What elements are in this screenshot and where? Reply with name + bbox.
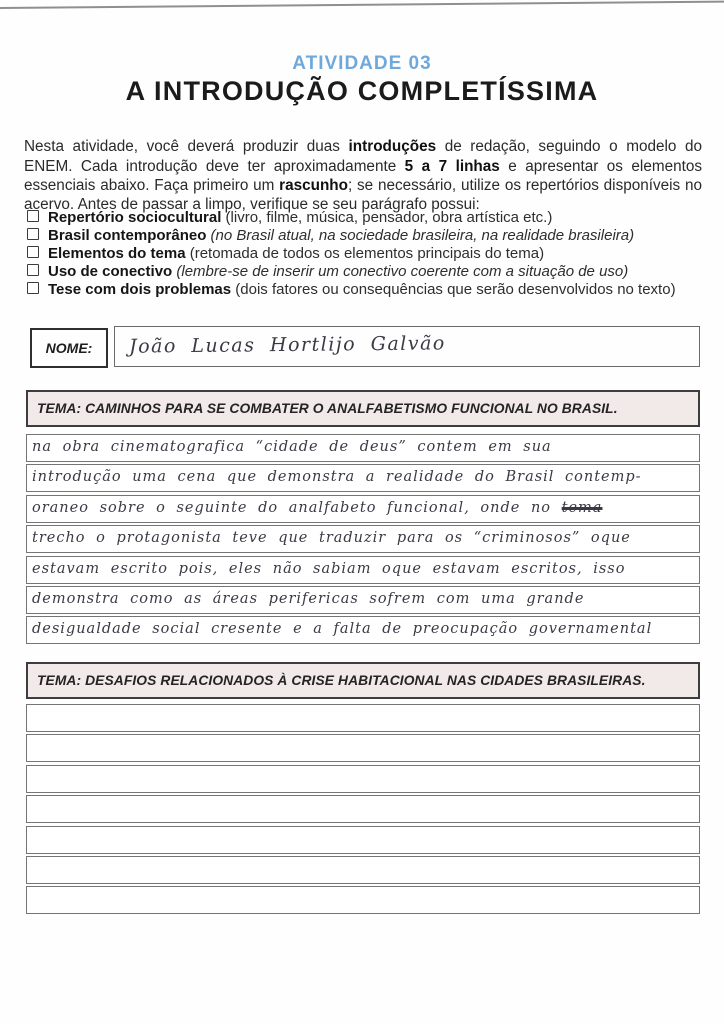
checklist	[27, 209, 703, 299]
checklist-item-label: Tese com dois problemas	[48, 281, 232, 298]
writing-row-empty	[26, 795, 700, 823]
handwritten-text: oraneo sobre o seguinte do analfabeto funcional, onde no	[32, 499, 562, 516]
writing-row	[26, 434, 700, 462]
writing-row-empty	[26, 826, 700, 854]
checkbox-icon	[27, 246, 39, 258]
tema1-title-bar	[26, 390, 700, 427]
name-label: NOME:	[45, 340, 93, 356]
instructions-text: Nesta atividade, você deverá produzir duas	[24, 138, 349, 156]
activity-label: ATIVIDADE 03	[292, 53, 432, 74]
checklist-item-label: Repertório sociocultural	[48, 209, 222, 226]
checkbox-icon	[27, 264, 39, 276]
writing-row-empty	[26, 704, 700, 732]
checkbox-icon	[27, 282, 39, 294]
writing-row-empty	[26, 886, 700, 914]
handwritten-line	[32, 500, 602, 516]
checklist-item	[27, 281, 703, 298]
instructions-bold-linhas: 5 a 7 linhas	[404, 157, 500, 175]
checklist-item-detail: (livro, filme, música, pensador, obra artística etc.)	[221, 209, 553, 226]
handwritten-line: estavam escrito pois, eles não sabiam oque estavam escritos, isso	[32, 560, 626, 577]
instructions-text: ; se necessário, utilize os repertórios disponíveis no acervo. Antes de passar a limpo, verifique se seu parágrafo possui:	[24, 176, 702, 214]
writing-row	[26, 495, 700, 523]
scan-edge-artifact	[0, 1, 724, 9]
instructions-text: de redação, seguindo o modelo do ENEM. Cada introdução deve ter aproximadamente	[24, 138, 702, 175]
tema1-writing-area	[26, 434, 700, 647]
checklist-item-label: Elementos do tema	[48, 245, 186, 262]
name-field	[114, 326, 700, 367]
writing-row	[26, 556, 700, 584]
instructions-paragraph	[24, 137, 702, 214]
checkbox-icon	[27, 210, 39, 222]
checklist-item-detail: (dois fatores ou consequências que serão desenvolvidos no texto)	[231, 281, 676, 298]
checklist-item	[27, 227, 703, 244]
tema2-title: TEMA: DESAFIOS RELACIONADOS À CRISE HABITACIONAL NAS CIDADES BRASILEIRAS.	[37, 673, 646, 688]
name-label-box	[30, 328, 108, 368]
checklist-item	[27, 263, 703, 280]
tema2-writing-area	[26, 704, 700, 917]
writing-row-empty	[26, 765, 700, 793]
writing-row	[26, 525, 700, 553]
writing-row	[26, 586, 700, 614]
checklist-item-detail: (retomada de todos os elementos principais do tema)	[185, 245, 545, 262]
struck-out-word: tema	[561, 499, 603, 516]
checklist-item-detail: (no Brasil atual, na sociedade brasileira, na realidade brasileira)	[206, 227, 635, 244]
handwritten-line: trecho o protagonista teve que traduzir para os “criminosos” oque	[32, 530, 631, 547]
handwritten-line: introdução uma cena que demonstra a realidade do Brasil contemp-	[32, 469, 642, 486]
checklist-item	[27, 209, 703, 226]
instructions-text: e apresentar os elementos essenciais abaixo. Faça primeiro um	[24, 157, 702, 194]
writing-row	[26, 616, 700, 644]
writing-row-empty	[26, 734, 700, 762]
tema1-title: TEMA: CAMINHOS PARA SE COMBATER O ANALFABETISMO FUNCIONAL NO BRASIL.	[37, 401, 618, 416]
writing-row	[26, 464, 700, 492]
handwritten-name: João Lucas Hortlijo Galvão	[128, 332, 446, 358]
checkbox-icon	[27, 228, 39, 240]
writing-row-empty	[26, 856, 700, 884]
checklist-item-detail: (lembre-se de inserir um conectivo coerente com a situação de uso)	[172, 263, 629, 280]
instructions-bold-introducoes: introduções	[348, 138, 437, 156]
handwritten-line: demonstra como as áreas perifericas sofrem com uma grande	[32, 590, 585, 607]
checklist-item	[27, 245, 703, 262]
tema2-title-bar	[26, 662, 700, 699]
checklist-item-label: Brasil contemporâneo	[48, 227, 207, 244]
handwritten-line: na obra cinematografica “cidade de deus” contem em sua	[32, 439, 552, 455]
checklist-item-label: Uso de conectivo	[48, 263, 173, 280]
handwritten-line: desigualdade social cresente e a falta de preocupação governamental	[32, 621, 653, 638]
instructions-bold-rascunho: rascunho	[279, 176, 348, 194]
page-title: A INTRODUÇÃO COMPLETÍSSIMA	[125, 76, 599, 106]
